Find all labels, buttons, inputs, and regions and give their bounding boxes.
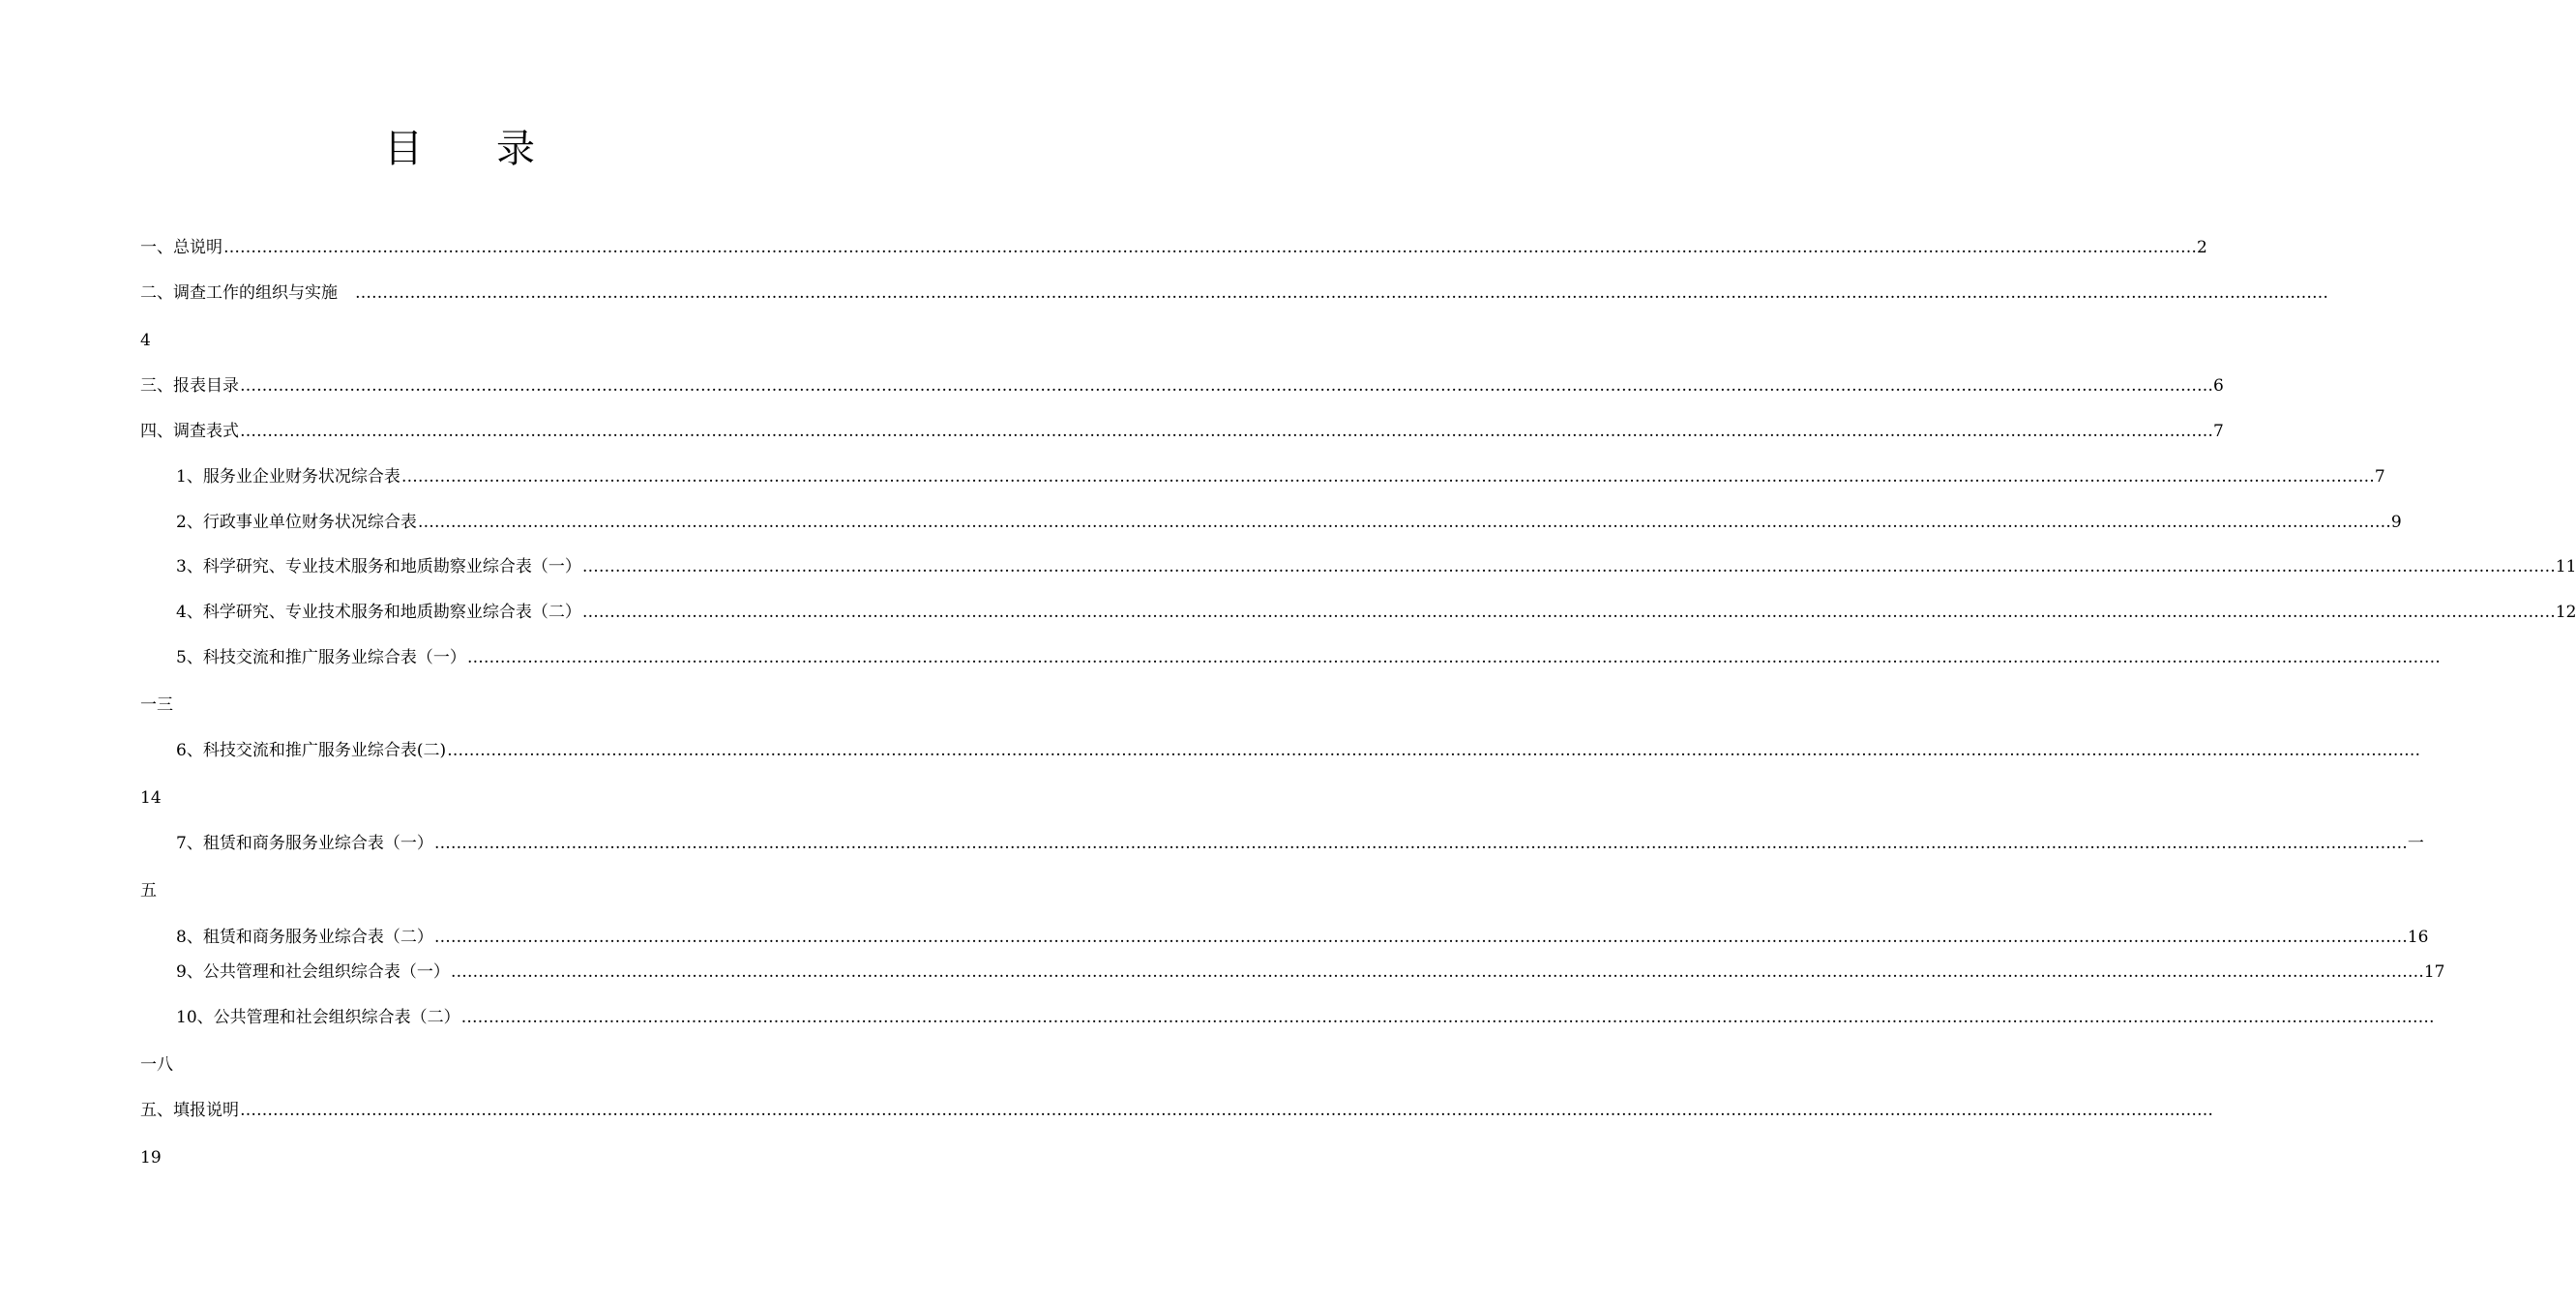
toc-entry-page: 6 — [2213, 376, 2224, 396]
toc-leader-dots: ……………………………………………………………………………………………………………………………………………………………………………………………………………………………………………………………………………………………………………………………… — [417, 513, 2391, 532]
toc-leader-dots: ……………………………………………………………………………………………………………………………………………………………………………………………………………………………………………………………………………………………………………………………… — [460, 1008, 2435, 1027]
toc-entry-page: 16 — [2407, 928, 2429, 947]
toc-entry-label: 五、填报说明 — [140, 1101, 239, 1120]
toc-entry — [176, 600, 2576, 625]
toc-entry-label: 5、科技交流和推广服务业综合表（一） — [176, 648, 466, 667]
toc-entry-page-wrapped: 五 — [140, 881, 157, 901]
toc-entry — [176, 738, 2421, 763]
toc-entry-page-wrapped: 19 — [140, 1148, 162, 1167]
toc-entry — [176, 925, 2429, 950]
toc-leader-dots: ……………………………………………………………………………………………………………………………………………………………………………………………………………………………………………………………………………………………………………………………… — [581, 557, 2556, 576]
toc-entry-label: 4、科学研究、专业技术服务和地质勘察业综合表（二） — [176, 603, 581, 622]
toc-entry — [176, 464, 2385, 489]
toc-entry-label: 8、租赁和商务服务业综合表（二） — [176, 928, 433, 947]
toc-entry-page-wrapped: 一三 — [140, 695, 173, 715]
toc-entry — [176, 554, 2576, 579]
toc-entry-label: 9、公共管理和社会组织综合表（一） — [176, 962, 450, 982]
toc-entry — [140, 1098, 2213, 1123]
toc-entry — [176, 645, 2441, 670]
toc-entry-label: 一、总说明 — [140, 238, 222, 257]
title-char-1: 目 — [384, 127, 423, 171]
toc-entry — [140, 281, 2328, 306]
toc-entry-label: 三、报表目录 — [140, 376, 239, 396]
toc-entry-page: 17 — [2423, 962, 2445, 982]
toc-leader-dots: ……………………………………………………………………………………………………………………………………………………………………………………………………………………………………………………………………………………………………………………………… — [466, 648, 2441, 667]
toc-entry-page-wrapped: 14 — [140, 788, 162, 808]
toc-entry-page: 9 — [2390, 513, 2402, 532]
toc-entry-label: 四、调查表式 — [140, 422, 239, 441]
toc-leader-dots: ……………………………………………………………………………………………………………………………………………………………………………………………………………………………………………………………………………………………………………………………… — [240, 422, 2213, 441]
toc-entry — [140, 373, 2224, 399]
toc-leader-dots: ……………………………………………………………………………………………………………………………………………………………………………………………………………………………………………………………………………………………………………………………… — [450, 962, 2424, 982]
toc-entry-label: 7、租赁和商务服务业综合表（一） — [176, 834, 433, 853]
toc-entry — [176, 1005, 2435, 1030]
toc-entry — [140, 419, 2224, 444]
toc-leader-dots: ……………………………………………………………………………………………………………………………………………………………………………………………………………………………………………………………………………………………………………………………… — [433, 928, 2408, 947]
toc-entry — [176, 510, 2402, 535]
toc-leader-dots: ……………………………………………………………………………………………………………………………………………………………………………………………………………………………………………………………………………………………………………………………… — [355, 283, 2328, 303]
toc-leader-dots: ……………………………………………………………………………………………………………………………………………………………………………………………………………………………………………………………………………………………………………………………… — [447, 741, 2421, 760]
toc-entry-page-wrapped: 一八 — [140, 1055, 173, 1075]
toc-entry-label: 1、服务业企业财务状况综合表 — [176, 467, 400, 487]
toc-entry-label: 二、调查工作的组织与实施 — [140, 283, 354, 303]
page-title — [0, 124, 919, 174]
toc-leader-dots: ……………………………………………………………………………………………………………………………………………………………………………………………………………………………………………………………………………………………………………………………… — [400, 467, 2375, 487]
toc-entry-page-wrapped: 4 — [140, 331, 151, 350]
toc-entry-page: 7 — [2213, 422, 2224, 441]
toc-leader-dots: ……………………………………………………………………………………………………………………………………………………………………………………………………………………………………………………………………………………………………………………………… — [223, 238, 2197, 257]
toc-leader-dots: ……………………………………………………………………………………………………………………………………………………………………………………………………………………………………………………………………………………………………………………………… — [240, 376, 2213, 396]
toc-entry-label: 6、科技交流和推广服务业综合表(二) — [176, 741, 447, 760]
toc-entry-page: 一 — [2407, 834, 2424, 853]
toc-entry-label: 2、行政事业单位财务状况综合表 — [176, 513, 417, 532]
toc-entry-label: 3、科学研究、专业技术服务和地质勘察业综合表（一） — [176, 557, 581, 576]
toc-leader-dots: ……………………………………………………………………………………………………………………………………………………………………………………………………………………………………………………………………………………………………………………………… — [433, 834, 2408, 853]
title-char-2: 录 — [496, 127, 535, 171]
toc-entry-page: 11 — [2555, 557, 2576, 576]
toc-entry-label: 10、公共管理和社会组织综合表（二） — [176, 1008, 460, 1027]
toc-leader-dots: ……………………………………………………………………………………………………………………………………………………………………………………………………………………………………………………………………………………………………………………………… — [240, 1101, 2213, 1120]
toc-leader-dots: ……………………………………………………………………………………………………………………………………………………………………………………………………………………………………………………………………………………………………………………………… — [581, 603, 2556, 622]
toc-entry — [140, 235, 2207, 260]
toc-entry-page: 7 — [2374, 467, 2385, 487]
toc-entry-page: 12 — [2555, 603, 2576, 622]
toc-entry-page: 2 — [2197, 238, 2207, 257]
toc-entry — [176, 960, 2445, 985]
toc-entry — [176, 831, 2424, 856]
